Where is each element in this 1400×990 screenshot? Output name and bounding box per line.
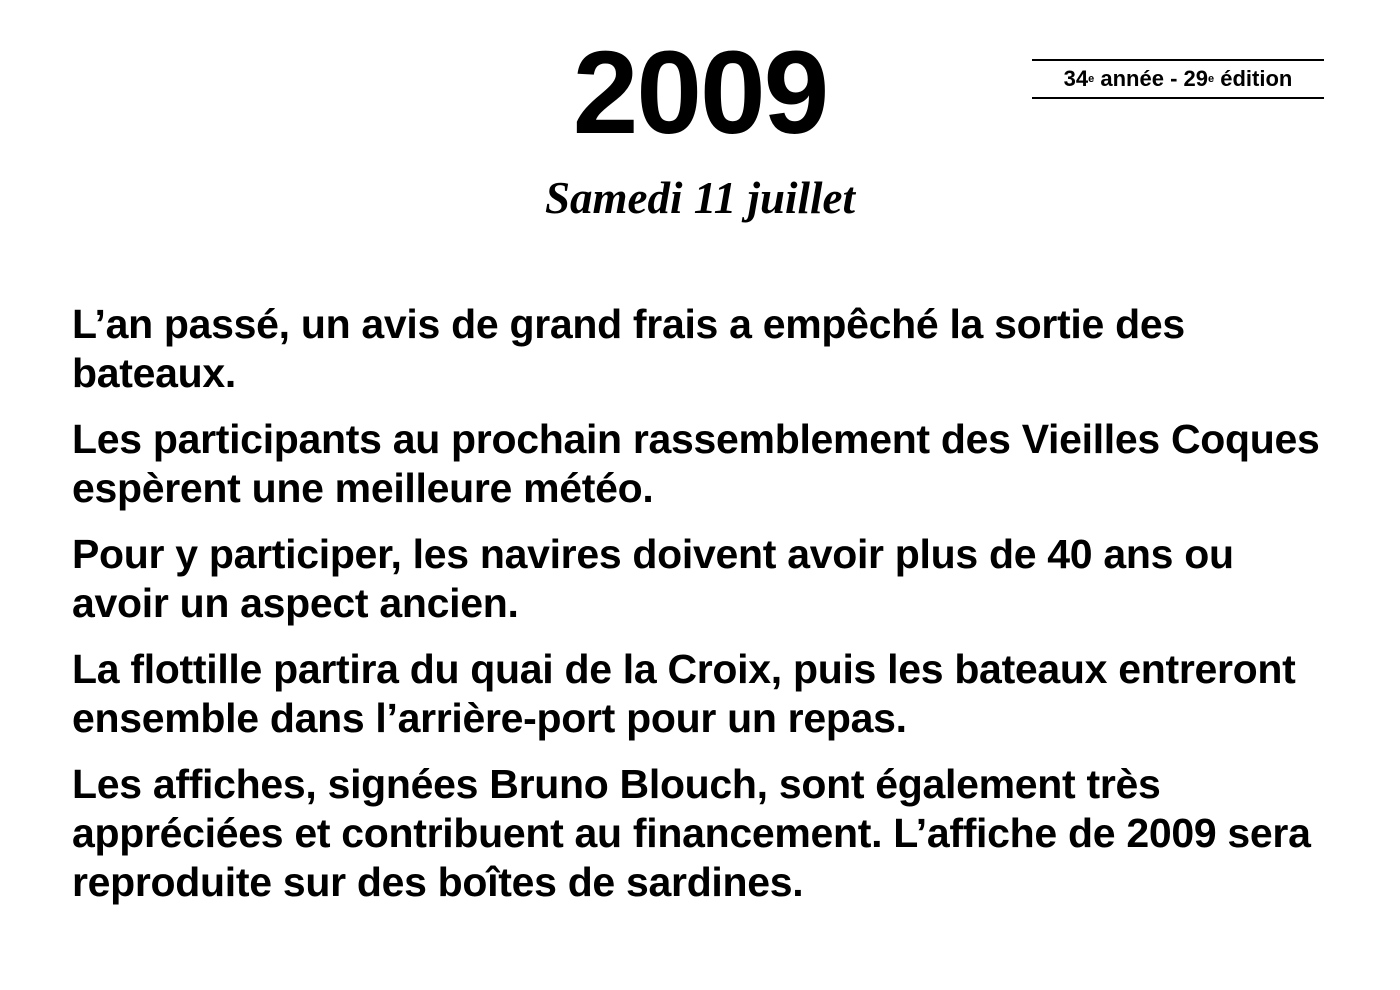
edition-badge: 34 e année - 29 e édition	[1032, 59, 1324, 99]
edition-year-number: 34	[1063, 66, 1089, 91]
edition-number: 29	[1183, 66, 1208, 91]
edition-word: édition	[1214, 66, 1293, 91]
paragraph: L’an passé, un avis de grand frais a empêché la sortie des bateaux.	[72, 301, 1185, 396]
paragraph: Les participants au prochain rassemblement des Vieilles Coques espèrent une meilleure météo.	[72, 416, 1320, 511]
page-title-year: 2009	[572, 27, 828, 159]
paragraph: La flottille partira du quai de la Croix, puis les bateaux entreront ensemble dans l’arrière-port pour un repas.	[72, 646, 1296, 741]
edition-year-word: année -	[1094, 66, 1184, 91]
article-body	[72, 300, 1332, 924]
paragraph: Pour y participer, les navires doivent avoir plus de 40 ans ou avoir un aspect ancien.	[72, 531, 1234, 626]
event-date: Samedi 11 juillet	[544, 173, 856, 223]
paragraph: Les affiches, signées Bruno Blouch, sont également très appréciées et contribuent au financement. L’affiche de 2009 sera reproduite sur des boîtes de sardines.	[72, 761, 1311, 905]
